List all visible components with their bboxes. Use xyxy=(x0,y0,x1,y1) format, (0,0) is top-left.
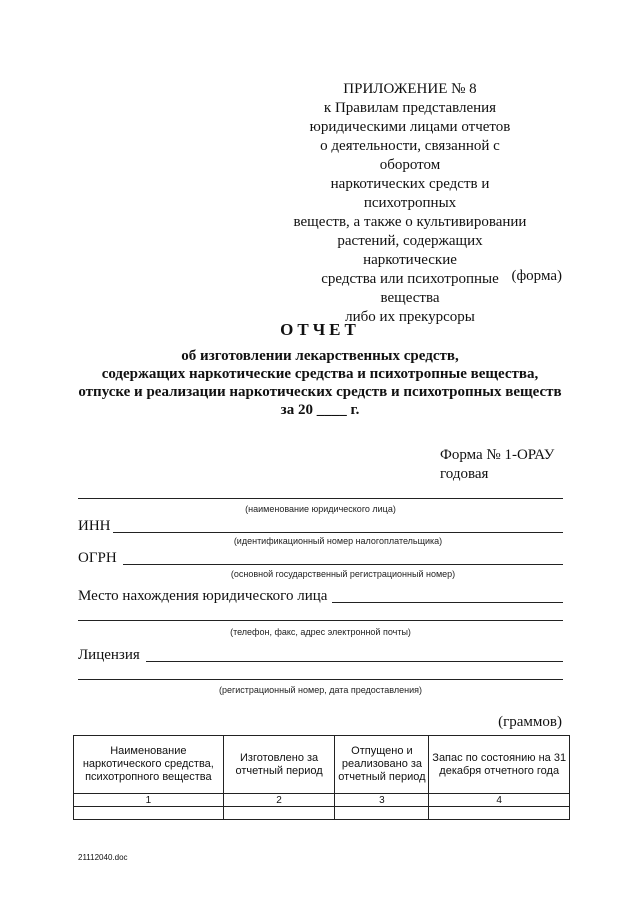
appendix-line: растений, содержащих наркотические xyxy=(337,233,483,268)
form-label: (форма) xyxy=(511,268,562,284)
ogrn-caption: (основной государственный регистрационный номер) xyxy=(230,569,456,579)
header-stock: Запас по состоянию на 31 декабря отчетного года xyxy=(429,736,570,794)
appendix-line: средства или психотропные вещества xyxy=(321,271,499,306)
table-row xyxy=(74,807,570,820)
report-subtitle xyxy=(0,347,640,419)
appendix-title: ПРИЛОЖЕНИЕ № 8 xyxy=(343,81,477,97)
contacts-field-line[interactable] xyxy=(78,620,563,621)
column-number: 3 xyxy=(335,794,429,807)
license-field-line-2[interactable] xyxy=(78,679,563,680)
header-released: Отпущено и реализовано за отчетный период xyxy=(335,736,429,794)
column-number: 4 xyxy=(429,794,570,807)
name-field-line[interactable] xyxy=(78,498,563,499)
table-cell[interactable] xyxy=(429,807,570,820)
report-subtitle-line: содержащих наркотические средства и психотропные вещества, xyxy=(101,366,539,382)
contacts-caption: (телефон, факс, адрес электронной почты) xyxy=(230,627,411,637)
location-label: Место нахождения юридического лица xyxy=(78,588,328,604)
appendix-line: веществ, а также о культивировании xyxy=(293,214,527,230)
report-subtitle-line: за 20 ____ г. xyxy=(280,402,360,418)
table-header-row xyxy=(74,736,570,794)
form-number xyxy=(440,446,554,484)
units-label: (граммов) xyxy=(498,714,562,730)
report-subtitle-line: отпуске и реализации наркотических средств и психотропных веществ xyxy=(78,384,562,400)
footer-filename: 21112040.doc xyxy=(78,853,128,862)
appendix-line: о деятельности, связанной с оборотом xyxy=(320,138,500,173)
appendix-line: юридическими лицами отчетов xyxy=(309,119,511,135)
license-label: Лицензия xyxy=(78,647,140,663)
appendix-line: к Правилам представления xyxy=(323,100,497,116)
license-caption: (регистрационный номер, дата предоставления) xyxy=(218,685,422,695)
appendix-block xyxy=(290,80,530,327)
inn-caption: (идентификационный номер налогоплательщика) xyxy=(233,536,443,546)
inn-field-line[interactable] xyxy=(113,532,563,533)
name-caption: (наименование юридического лица) xyxy=(245,504,396,514)
form-periodicity: годовая xyxy=(440,466,489,482)
report-table xyxy=(73,735,570,820)
report-subtitle-line: об изготовлении лекарственных средств, xyxy=(181,348,459,364)
inn-label: ИНН xyxy=(78,518,111,534)
license-field-line[interactable] xyxy=(146,661,563,662)
column-number: 1 xyxy=(74,794,224,807)
ogrn-field-line[interactable] xyxy=(123,564,563,565)
appendix-line: либо их прекурсоры xyxy=(345,309,475,325)
header-substance-name: Наименование наркотического средства, психотропного вещества xyxy=(74,736,224,794)
table-cell[interactable] xyxy=(223,807,335,820)
header-produced: Изготовлено за отчетный период xyxy=(223,736,335,794)
location-field-line[interactable] xyxy=(332,602,563,603)
table-number-row xyxy=(74,794,570,807)
appendix-line: наркотических средств и психотропных xyxy=(330,176,490,211)
table-cell[interactable] xyxy=(74,807,224,820)
ogrn-label: ОГРН xyxy=(78,550,117,566)
form-number-line: Форма № 1-ОРАУ xyxy=(440,447,555,463)
report-title: ОТЧЕТ xyxy=(280,320,360,339)
table-cell[interactable] xyxy=(335,807,429,820)
column-number: 2 xyxy=(223,794,335,807)
